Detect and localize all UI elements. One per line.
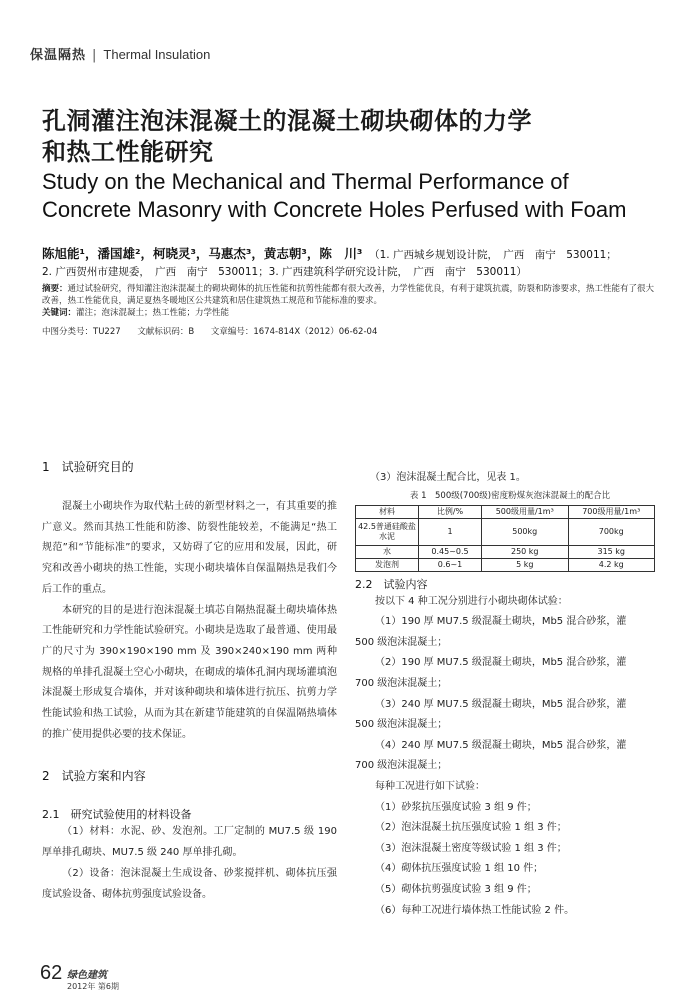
header-separator: | — [92, 48, 98, 63]
section-1-paragraph-1: 混凝土小砌块作为取代粘土砖的新型材料之一，有其重要的推广意义。然而其热工性能和防渗、防裂性能较差，不能满足“热工规范”和“节能标准”的要求，又妨碍了它的应用和发展，因此，研究和改善小砌块的热工性能，实现小砌块墙体自保温隔热是我们今后工作的重点。 — [42, 501, 337, 595]
table-cell: 500kg — [482, 518, 569, 545]
section-header — [30, 44, 210, 63]
affiliation-line1: （1. 广西城乡规划设计院， 广西 南宁 530011； — [374, 249, 617, 261]
tests-intro: 每种工况进行如下试验： — [375, 780, 485, 792]
table-cell: 5 kg — [482, 558, 569, 571]
test-item: （1）砂浆抗压强度试验 3 组 9 件； — [375, 801, 537, 813]
table-cell: 700kg — [568, 518, 655, 545]
section-2-1-paragraph-3: （3）泡沫混凝土配合比，见表 1。 — [370, 472, 526, 483]
author-names: 陈旭能¹，潘国雄²，柯晓灵³，马惠杰³，黄志朝³，陈 川³ — [42, 246, 363, 261]
table-caption: 表 1 500级(700级)密度粉煤灰泡沫混凝土的配合比 — [409, 490, 611, 501]
page-number: 62 — [40, 962, 63, 984]
table-row — [356, 545, 655, 558]
table-header-cell: 700级用量/1m³ — [568, 505, 655, 518]
doc-code: 文献标识码：B — [137, 327, 195, 337]
case-3-line-a: （3）240 厚 MU7.5 级混凝土砌块，Mb5 混合砂浆，灌 — [375, 698, 627, 710]
keywords-text: 灌注；泡沫混凝土；热工性能；力学性能 — [76, 308, 230, 318]
table-header-row — [356, 505, 655, 518]
table-cell: 0.6~1 — [419, 558, 482, 571]
title-cn — [42, 106, 642, 168]
authors-block — [42, 245, 682, 281]
affiliation-line2: 2. 广西贺州市建规委， 广西 南宁 530011；3. 广西建筑科学研究设计院， 广西 南宁 530011） — [42, 266, 527, 278]
section-2-title: 2 试验方案和内容 — [42, 769, 146, 784]
case-2-line-b: 700 级泡沫混凝土； — [355, 677, 448, 689]
case-2-line-a: （2）190 厚 MU7.5 级混凝土砌块，Mb5 混合砂浆，灌 — [375, 657, 627, 669]
abstract-block — [42, 283, 662, 319]
case-4-line-b: 700 级泡沫混凝土； — [355, 760, 448, 772]
section-2-1-paragraph-2: （2）设备：泡沫混凝土生成设备、砂浆搅拌机、砌体抗压强度试验设备、砌体抗剪强度试验设备。 — [42, 867, 337, 900]
table-row — [356, 518, 655, 545]
title-cn-line2: 和热工性能研究 — [42, 138, 214, 166]
table-header-cell: 材料 — [356, 505, 419, 518]
section-2-2-intro: 按以下 4 种工况分别进行小砌块砌体试验： — [375, 595, 568, 607]
keywords-label: 关键词： — [42, 308, 77, 318]
title-cn-line1: 孔洞灌注泡沫混凝土的混凝土砌块砌体的力学 — [42, 107, 532, 135]
table-cell: 水 — [356, 545, 419, 558]
table-cell: 4.2 kg — [568, 558, 655, 571]
section-1-title: 1 试验研究目的 — [42, 460, 134, 474]
test-item: （3）泡沫混凝土密度等级试验 1 组 3 件； — [375, 842, 567, 854]
table-cell: 315 kg — [568, 545, 655, 558]
mix-ratio-table — [355, 505, 655, 572]
table-cell: 1 — [419, 518, 482, 545]
right-column — [355, 468, 665, 921]
title-en — [42, 168, 682, 224]
table-header-cell: 比例/% — [419, 505, 482, 518]
header-column-cn: 保温隔热 — [30, 48, 87, 63]
table-row — [356, 558, 655, 571]
section-1-paragraph-2: 本研究的目的是进行泡沫混凝土填芯自隔热混凝土砌块墙体热工性能研究和力学性能试验研究。小砌块是选取了最普通、使用最广的尺寸为 390×190×190 mm 及 390×240×190 mm 两种规格的单排孔混凝土空心小砌块，在砌成的墙体孔洞内现场灌填泡沫混凝土形成复合墙体，并对该种砌块和墙体进行抗压、抗剪力学性能试验和热工试验，从而为其在新建节能建筑的自保温隔热墙体的推广使用提供必要的技术保证。 — [42, 604, 337, 740]
test-item: （5）砌体抗剪强度试验 3 组 9 件； — [375, 883, 537, 895]
magazine-issue: 2012年 第6期 — [67, 982, 119, 991]
title-en-line2: Concrete Masonry with Concrete Holes Perfused with Foam — [42, 197, 627, 222]
article-number: 文章编号：1674-814X（2012）06-62-04 — [210, 327, 378, 337]
table-cell: 0.45~0.5 — [419, 545, 482, 558]
magazine-info — [67, 970, 119, 992]
article-meta — [42, 325, 662, 337]
test-item: （6）每种工况进行墙体热工性能试验 2 件。 — [375, 904, 575, 916]
magazine-name: 绿色建筑 — [67, 970, 107, 981]
clc-number: 中图分类号：TU227 — [42, 327, 121, 337]
case-4-line-a: （4）240 厚 MU7.5 级混凝土砌块，Mb5 混合砂浆，灌 — [375, 739, 627, 751]
test-item: （4）砌体抗压强度试验 1 组 10 件； — [375, 863, 544, 875]
abstract-label: 摘要： — [42, 284, 68, 294]
case-1-line-b: 500 级泡沫混凝土； — [355, 636, 448, 648]
table-cell: 发泡剂 — [356, 558, 419, 571]
section-2-2-title: 2.2 试验内容 — [355, 577, 428, 591]
table-header-cell: 500级用量/1m³ — [482, 505, 569, 518]
table-cell: 250 kg — [482, 545, 569, 558]
title-en-line1: Study on the Mechanical and Thermal Performance of — [42, 169, 569, 194]
case-3-line-b: 500 级泡沫混凝土； — [355, 719, 448, 731]
test-item: （2）泡沫混凝土抗压强度试验 1 组 3 件； — [375, 822, 567, 834]
left-column — [42, 458, 337, 905]
section-2-1-paragraph-1: （1）材料：水泥、砂、发泡剂。工厂定制的 MU7.5 级 190 厚单排孔砌块、MU7.5 级 240 厚单排孔砌。 — [42, 826, 337, 859]
section-2-1-title: 2.1 研究试验使用的材料设备 — [42, 808, 192, 822]
abstract-text: 通过试验研究，得知灌注泡沫混凝土的砌块砌体的抗压性能和抗剪性能都有很大改善，力学性能优良，有利于建筑抗震，防裂和防渗要求，热工性能有了很大改善，热工性能优良，满足夏热冬暖地区公共建筑和居住建筑热工规范和节能标准的要求。 — [42, 284, 655, 306]
header-column-en: Thermal Insulation — [103, 47, 211, 62]
case-1-line-a: （1）190 厚 MU7.5 级混凝土砌块，Mb5 混合砂浆，灌 — [375, 616, 627, 628]
table-cell: 42.5普通硅酸盐水泥 — [356, 518, 419, 545]
